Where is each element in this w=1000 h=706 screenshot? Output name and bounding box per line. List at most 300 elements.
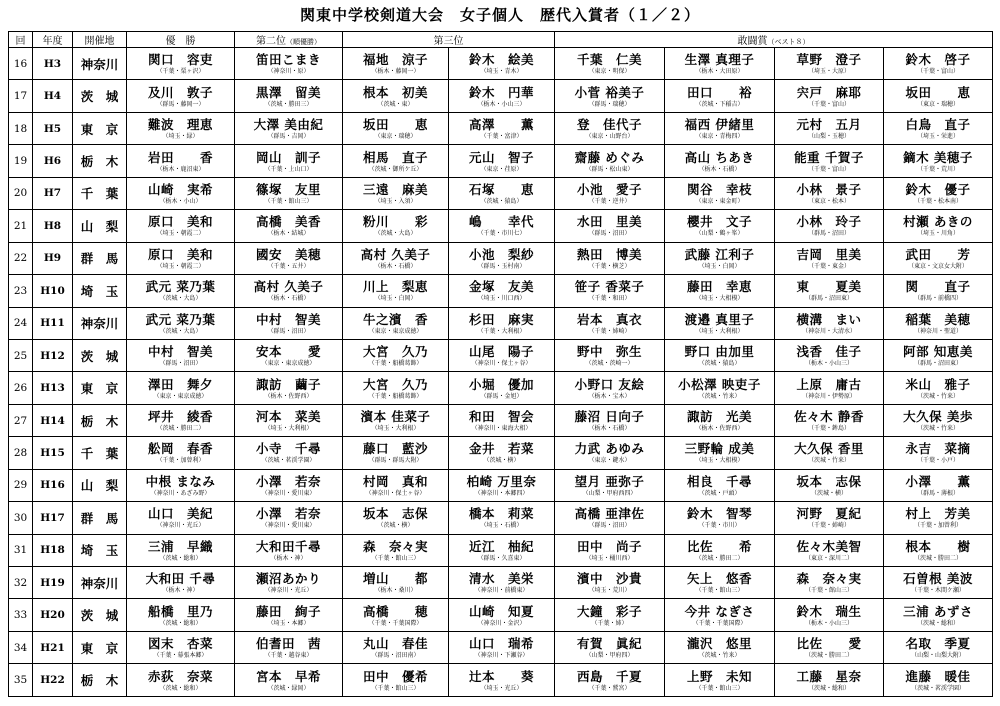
player-name: 比佐 希 xyxy=(686,538,752,554)
fighting-3-cell xyxy=(775,48,884,80)
player-name: 柏崎 万里奈 xyxy=(466,473,537,489)
third-2-cell xyxy=(449,404,555,436)
player-name: 武元 菜乃葉 xyxy=(145,279,216,295)
fighting-3-cell xyxy=(775,275,884,307)
player-name: 大鐘 彩子 xyxy=(576,603,642,619)
table-row xyxy=(9,664,993,697)
player-school: （埼玉・大原） xyxy=(808,67,850,75)
player-school: （栃木・結城） xyxy=(267,229,310,238)
player-school: （神奈川・愛川東） xyxy=(261,521,316,530)
player-name: 岡山 訓子 xyxy=(255,149,321,165)
fighting-1-cell xyxy=(555,664,665,697)
player-name: 田中 尚子 xyxy=(576,538,642,554)
fighting-3-cell xyxy=(775,599,884,631)
fighting-3-cell xyxy=(775,664,884,697)
player-name: 山口 瑞希 xyxy=(468,636,534,652)
player-name: 河野 夏紀 xyxy=(796,506,862,522)
player-school: （埼玉・荒川） xyxy=(588,586,631,594)
player-school: （千葉・栗ヶ沢） xyxy=(156,67,205,75)
player-school: （神奈川・前橋東） xyxy=(474,586,529,594)
player-school: （群馬・沼田） xyxy=(808,229,850,238)
player-name: 及川 敦子 xyxy=(147,84,213,100)
table-row xyxy=(9,502,993,534)
round-cell: 18 xyxy=(9,112,33,144)
second-cell xyxy=(235,502,343,534)
winner-cell xyxy=(127,112,235,144)
player-school: （栃木・鹿沼東） xyxy=(156,164,205,173)
year-cell: H13 xyxy=(33,372,73,404)
round-cell: 30 xyxy=(9,502,33,534)
player-name: 鈴木 瑞生 xyxy=(796,603,862,619)
table-row xyxy=(9,339,993,371)
player-name: 進藤 暖佳 xyxy=(905,668,971,684)
fighting-4-cell xyxy=(884,502,993,534)
round-cell: 19 xyxy=(9,145,33,177)
venue-cell: 茨 城 xyxy=(73,80,127,112)
fighting-4-cell xyxy=(884,112,993,144)
player-name: 大澤 美由紀 xyxy=(253,117,324,133)
player-name: 有賀 眞紀 xyxy=(576,636,642,652)
fighting-3-cell xyxy=(775,372,884,404)
player-school: （千葉・横芝） xyxy=(588,262,631,270)
player-name: 石塚 恵 xyxy=(468,181,534,197)
player-name: 濱本 佳菜子 xyxy=(360,409,431,425)
player-name: 藤口 藍沙 xyxy=(362,441,428,457)
player-school: （茨城・横） xyxy=(811,489,847,497)
player-name: 村上 芳美 xyxy=(905,506,971,522)
fighting-1-cell xyxy=(555,307,665,339)
fighting-3-cell xyxy=(775,567,884,599)
fighting-4-cell xyxy=(884,145,993,177)
player-school: （千葉・小戸） xyxy=(917,456,959,465)
round-cell: 20 xyxy=(9,177,33,209)
player-school: （埼玉・本郷） xyxy=(267,618,310,627)
player-school: （神奈川・保土ヶ谷） xyxy=(365,489,426,497)
player-school: （埼玉・入須） xyxy=(374,197,417,205)
player-name: 横溝 まい xyxy=(796,311,862,327)
player-name: 河本 菜美 xyxy=(255,409,321,425)
player-name: 根本 樹 xyxy=(905,538,971,554)
player-school: （栃木・佐野西） xyxy=(264,391,313,400)
player-name: 高橋 美香 xyxy=(255,214,321,230)
venue-cell: 埼 玉 xyxy=(73,534,127,566)
player-name: 小澤 薫 xyxy=(905,473,971,489)
player-school: （千葉・越谷東） xyxy=(264,651,313,659)
player-school: （千葉・姉） xyxy=(591,618,628,627)
player-name: 高村 久美子 xyxy=(253,279,324,295)
venue-cell: 栃 木 xyxy=(73,145,127,177)
player-school: （埼玉・大利根） xyxy=(264,424,313,432)
third-1-cell xyxy=(343,664,449,697)
player-school: （栃木・神） xyxy=(270,554,307,562)
player-name: 坂本 志保 xyxy=(796,473,862,489)
player-name: 小池 梨紗 xyxy=(468,246,534,262)
player-name: 原口 美和 xyxy=(147,214,213,230)
third-1-cell xyxy=(343,599,449,631)
winner-cell xyxy=(127,275,235,307)
venue-cell: 埼 玉 xyxy=(73,275,127,307)
fighting-2-cell xyxy=(665,275,775,307)
fighting-1-cell xyxy=(555,534,665,566)
player-school: （千葉・鷲宮） xyxy=(588,683,631,692)
fighting-2-cell xyxy=(665,112,775,144)
player-name: 諏訪 光美 xyxy=(686,409,752,425)
player-school: （茨城・茗渓学園） xyxy=(261,456,316,465)
player-school: （山梨・甲府西四） xyxy=(582,489,637,497)
player-name: 白鳥 直子 xyxy=(905,117,971,133)
year-cell: H8 xyxy=(33,210,73,242)
player-school: （茨城・御所ケ丘） xyxy=(368,164,423,173)
player-school: （茨城・勝田二） xyxy=(156,424,205,432)
player-name: 宍戸 麻耶 xyxy=(796,84,862,100)
round-cell: 27 xyxy=(9,404,33,436)
year-cell: H16 xyxy=(33,469,73,501)
player-school: （茨城・茗渓学園） xyxy=(911,683,965,692)
second-cell xyxy=(235,534,343,566)
player-school: （栃木・石橋） xyxy=(374,262,417,270)
fighting-2-cell xyxy=(665,437,775,469)
player-school: （埼玉・朝霞二） xyxy=(156,262,205,270)
second-cell xyxy=(235,177,343,209)
table-row xyxy=(9,307,993,339)
fighting-1-cell xyxy=(555,210,665,242)
player-school: （群馬・群馬大附） xyxy=(368,456,423,465)
fighting-4-cell xyxy=(884,534,993,566)
player-school: （埼玉・緑） xyxy=(162,132,199,140)
fighting-2-cell xyxy=(665,80,775,112)
year-cell: H22 xyxy=(33,664,73,697)
player-name: 中根 まなみ xyxy=(145,473,216,489)
page-title: 関東中学校剣道大会 女子個人 歴代入賞者（１／２） xyxy=(299,6,700,24)
third-2-cell xyxy=(449,242,555,274)
third-1-cell xyxy=(343,469,449,501)
round-cell: 24 xyxy=(9,307,33,339)
player-name: 登 佳代子 xyxy=(576,117,642,133)
player-name: 鈴木 絵美 xyxy=(468,52,534,68)
second-cell xyxy=(235,567,343,599)
player-name: 小澤 若奈 xyxy=(255,473,321,489)
fighting-2-cell xyxy=(665,631,775,663)
player-school: （群馬・瑞穂） xyxy=(588,99,631,108)
fighting-4-cell xyxy=(884,48,993,80)
third-1-cell xyxy=(343,372,449,404)
player-school: （千葉・東金） xyxy=(808,262,850,270)
player-name: 根本 初美 xyxy=(362,84,428,100)
fighting-1-cell xyxy=(555,502,665,534)
player-school: （群馬・沼田） xyxy=(267,327,310,335)
player-name: 関口 容吏 xyxy=(147,52,213,68)
venue-cell: 群 馬 xyxy=(73,502,127,534)
table-row xyxy=(9,48,993,80)
year-cell: H11 xyxy=(33,307,73,339)
player-name: 武元 菜乃葉 xyxy=(145,311,216,327)
second-cell xyxy=(235,145,343,177)
fighting-4-cell xyxy=(884,372,993,404)
round-cell: 34 xyxy=(9,631,33,663)
player-name: 小堀 優加 xyxy=(468,376,534,392)
table-row xyxy=(9,210,993,242)
player-name: 相馬 直子 xyxy=(362,149,428,165)
player-school: （群馬・沼田南） xyxy=(371,651,420,659)
year-cell: H9 xyxy=(33,242,73,274)
round-cell: 21 xyxy=(9,210,33,242)
player-name: 丸山 春佳 xyxy=(362,636,428,652)
fighting-2-cell xyxy=(665,242,775,274)
player-name: 鏑木 美穂子 xyxy=(903,149,973,165)
third-1-cell xyxy=(343,145,449,177)
player-name: 水田 里美 xyxy=(576,214,642,230)
player-name: 図末 杏菜 xyxy=(147,636,213,652)
winner-cell xyxy=(127,534,235,566)
header-second-label: 第二位 xyxy=(256,36,286,47)
year-cell: H5 xyxy=(33,112,73,144)
fighting-4-cell xyxy=(884,599,993,631)
fighting-1-cell xyxy=(555,275,665,307)
second-cell xyxy=(235,404,343,436)
player-name: 野口 由加里 xyxy=(684,344,755,360)
player-school: （東京・東京成徳） xyxy=(368,327,423,335)
player-name: 濱中 沙貴 xyxy=(576,571,642,587)
player-school: （栃木・大田原） xyxy=(695,67,744,75)
player-school: （群馬・吉岡） xyxy=(267,132,310,140)
third-1-cell xyxy=(343,534,449,566)
player-school: （栃木・小山三） xyxy=(477,99,526,108)
player-name: 小寺 千尋 xyxy=(255,441,321,457)
player-name: 中村 智美 xyxy=(255,311,321,327)
player-name: 永吉 菜摘 xyxy=(905,441,971,457)
player-name: 福西 伊緒里 xyxy=(684,117,755,133)
player-name: 藤田 絢子 xyxy=(255,603,321,619)
player-school: （埼玉・栄進） xyxy=(917,132,959,140)
fighting-4-cell xyxy=(884,210,993,242)
player-school: （神奈川・あざみ野） xyxy=(150,489,211,497)
fighting-2-cell xyxy=(665,469,775,501)
player-name: 野中 弥生 xyxy=(576,344,642,360)
player-school: （茨城・総和） xyxy=(159,683,202,692)
player-school: （茨城・竹来） xyxy=(808,456,850,465)
player-school: （茨城・勝田三） xyxy=(264,99,313,108)
third-2-cell xyxy=(449,469,555,501)
player-school: （群馬・玉村南） xyxy=(477,262,526,270)
third-1-cell xyxy=(343,502,449,534)
awards-table xyxy=(8,31,993,697)
player-school: （埼玉・青木） xyxy=(480,67,523,75)
venue-cell: 神奈川 xyxy=(73,307,127,339)
player-name: 藤田 幸恵 xyxy=(686,279,752,295)
player-name: 瀬沼あかり xyxy=(255,571,321,587)
player-name: 近江 柚紀 xyxy=(468,538,534,554)
player-name: 佐々木美智 xyxy=(796,538,862,554)
player-school: （千葉・鉾島） xyxy=(808,424,850,432)
table-row xyxy=(9,112,993,144)
fighting-2-cell xyxy=(665,502,775,534)
player-school: （群馬・金旭） xyxy=(480,391,523,400)
player-school: （東京・深川二） xyxy=(805,554,853,562)
third-2-cell xyxy=(449,177,555,209)
player-name: 山尾 陽子 xyxy=(468,344,534,360)
table-row xyxy=(9,275,993,307)
fighting-3-cell xyxy=(775,631,884,663)
fighting-4-cell xyxy=(884,177,993,209)
third-1-cell xyxy=(343,48,449,80)
player-school: （千葉・千葉国際） xyxy=(368,618,423,627)
player-school: （栃木・桑川） xyxy=(374,586,417,594)
third-1-cell xyxy=(343,437,449,469)
fighting-2-cell xyxy=(665,339,775,371)
player-name: 大和田 千尋 xyxy=(145,571,216,587)
third-1-cell xyxy=(343,631,449,663)
winner-cell xyxy=(127,469,235,501)
player-name: 高村 久美子 xyxy=(360,246,431,262)
player-school: （栃木・石橋） xyxy=(698,164,741,173)
player-name: 安本 愛 xyxy=(255,344,321,360)
year-cell: H19 xyxy=(33,567,73,599)
player-school: （群馬・久喜東） xyxy=(477,554,526,562)
player-school: （神奈川・光丘） xyxy=(156,521,205,530)
player-name: 石曽根 美波 xyxy=(903,571,973,587)
fighting-3-cell xyxy=(775,242,884,274)
player-school: （神奈川・原） xyxy=(267,67,310,75)
third-2-cell xyxy=(449,664,555,697)
player-school: （東京・明保） xyxy=(588,67,631,75)
player-school: （茨城・総和） xyxy=(917,618,959,627)
third-1-cell xyxy=(343,567,449,599)
player-name: 三浦 早織 xyxy=(147,538,213,554)
year-cell: H17 xyxy=(33,502,73,534)
player-name: 坪井 綾香 xyxy=(147,409,213,425)
player-name: 櫻井 文子 xyxy=(686,214,752,230)
player-name: 清水 美栄 xyxy=(468,571,534,587)
fighting-1-cell xyxy=(555,177,665,209)
player-school: （千葉・加曾利） xyxy=(156,456,205,465)
fighting-3-cell xyxy=(775,534,884,566)
player-school: （埼玉・川角） xyxy=(917,229,959,238)
player-name: 福地 涼子 xyxy=(362,52,428,68)
player-name: 小林 玲子 xyxy=(796,214,862,230)
player-school: （千葉・館山三） xyxy=(371,554,420,562)
player-name: 阿部 知恵美 xyxy=(903,344,973,360)
fighting-3-cell xyxy=(775,80,884,112)
year-cell: H20 xyxy=(33,599,73,631)
player-school: （神奈川・下瀬谷） xyxy=(474,651,529,659)
winner-cell xyxy=(127,502,235,534)
player-school: （千葉・富山） xyxy=(917,67,959,75)
player-school: （東京・東京成徳） xyxy=(153,391,208,400)
third-2-cell xyxy=(449,502,555,534)
player-school: （山梨・山梨大附） xyxy=(911,651,965,659)
venue-cell: 栃 木 xyxy=(73,664,127,697)
venue-cell: 茨 城 xyxy=(73,339,127,371)
player-name: 稲葉 美穂 xyxy=(905,311,971,327)
player-school: （千葉・姉崎） xyxy=(588,327,631,335)
third-1-cell xyxy=(343,112,449,144)
fighting-3-cell xyxy=(775,502,884,534)
player-name: 大和田千尋 xyxy=(255,538,321,554)
fighting-1-cell xyxy=(555,631,665,663)
year-cell: H7 xyxy=(33,177,73,209)
player-name: 笛田こまき xyxy=(255,52,321,68)
player-school: （神奈川・金沢） xyxy=(477,618,526,627)
round-cell: 26 xyxy=(9,372,33,404)
player-name: 難波 理恵 xyxy=(147,117,213,133)
player-name: 黒澤 留美 xyxy=(255,84,321,100)
fighting-1-cell xyxy=(555,599,665,631)
winner-cell xyxy=(127,631,235,663)
player-school: （茨城・竹来） xyxy=(698,651,741,659)
table-row xyxy=(9,437,993,469)
fighting-1-cell xyxy=(555,48,665,80)
player-school: （栃木・石橋） xyxy=(267,294,310,302)
header-fighting-label: 敢闘賞 xyxy=(737,36,768,47)
player-name: 澤田 舞夕 xyxy=(147,376,213,392)
player-name: 望月 亜弥子 xyxy=(574,473,645,489)
round-cell: 33 xyxy=(9,599,33,631)
winner-cell xyxy=(127,664,235,697)
player-name: 工藤 星奈 xyxy=(796,668,862,684)
second-cell xyxy=(235,372,343,404)
player-school: （栃木・石橋） xyxy=(588,424,631,432)
table-row xyxy=(9,631,993,663)
player-name: 岩本 真衣 xyxy=(576,311,642,327)
player-name: 三浦 あずさ xyxy=(903,603,973,619)
player-school: （神奈川・聖道） xyxy=(914,327,962,335)
player-name: 武田 芳 xyxy=(905,246,971,262)
player-school: （千葉・千葉国際） xyxy=(692,618,747,627)
round-cell: 29 xyxy=(9,469,33,501)
header-second-note: （順優勝） xyxy=(286,38,321,46)
player-school: （東京・青梅四） xyxy=(695,132,744,140)
player-school: （千葉・逆井） xyxy=(588,197,631,205)
third-2-cell xyxy=(449,80,555,112)
player-name: 坂本 志保 xyxy=(362,506,428,522)
player-school: （埼玉・石橋） xyxy=(480,521,523,530)
second-cell xyxy=(235,437,343,469)
third-1-cell xyxy=(343,404,449,436)
player-school: （栃木・藤岡一） xyxy=(371,67,420,75)
header-third: 第三位 xyxy=(343,32,555,48)
table-row xyxy=(9,404,993,436)
fighting-3-cell xyxy=(775,307,884,339)
player-school: （茨城・総和） xyxy=(808,683,850,692)
fighting-1-cell xyxy=(555,404,665,436)
third-2-cell xyxy=(449,112,555,144)
fighting-4-cell xyxy=(884,80,993,112)
player-school: （茨城・下稲吉） xyxy=(695,99,744,108)
winner-cell xyxy=(127,339,235,371)
player-name: 高橋 穂 xyxy=(362,603,428,619)
player-school: （群馬・松山東） xyxy=(585,164,634,173)
player-name: 大久保 美歩 xyxy=(903,409,973,425)
player-name: 小林 景子 xyxy=(796,181,862,197)
player-name: 田口 裕 xyxy=(686,84,752,100)
player-school: （千葉・船橋葛飾） xyxy=(368,391,423,400)
fighting-1-cell xyxy=(555,469,665,501)
venue-cell: 山 梨 xyxy=(73,210,127,242)
player-school: （埼玉・白岡） xyxy=(698,262,741,270)
player-name: 今井 なぎさ xyxy=(684,603,755,619)
winner-cell xyxy=(127,177,235,209)
fighting-2-cell xyxy=(665,48,775,80)
round-cell: 17 xyxy=(9,80,33,112)
winner-cell xyxy=(127,48,235,80)
table-row xyxy=(9,372,993,404)
winner-cell xyxy=(127,437,235,469)
venue-cell: 東 京 xyxy=(73,112,127,144)
header-row xyxy=(9,32,993,48)
winner-cell xyxy=(127,404,235,436)
player-name: 三遠 麻美 xyxy=(362,181,428,197)
fighting-3-cell xyxy=(775,210,884,242)
